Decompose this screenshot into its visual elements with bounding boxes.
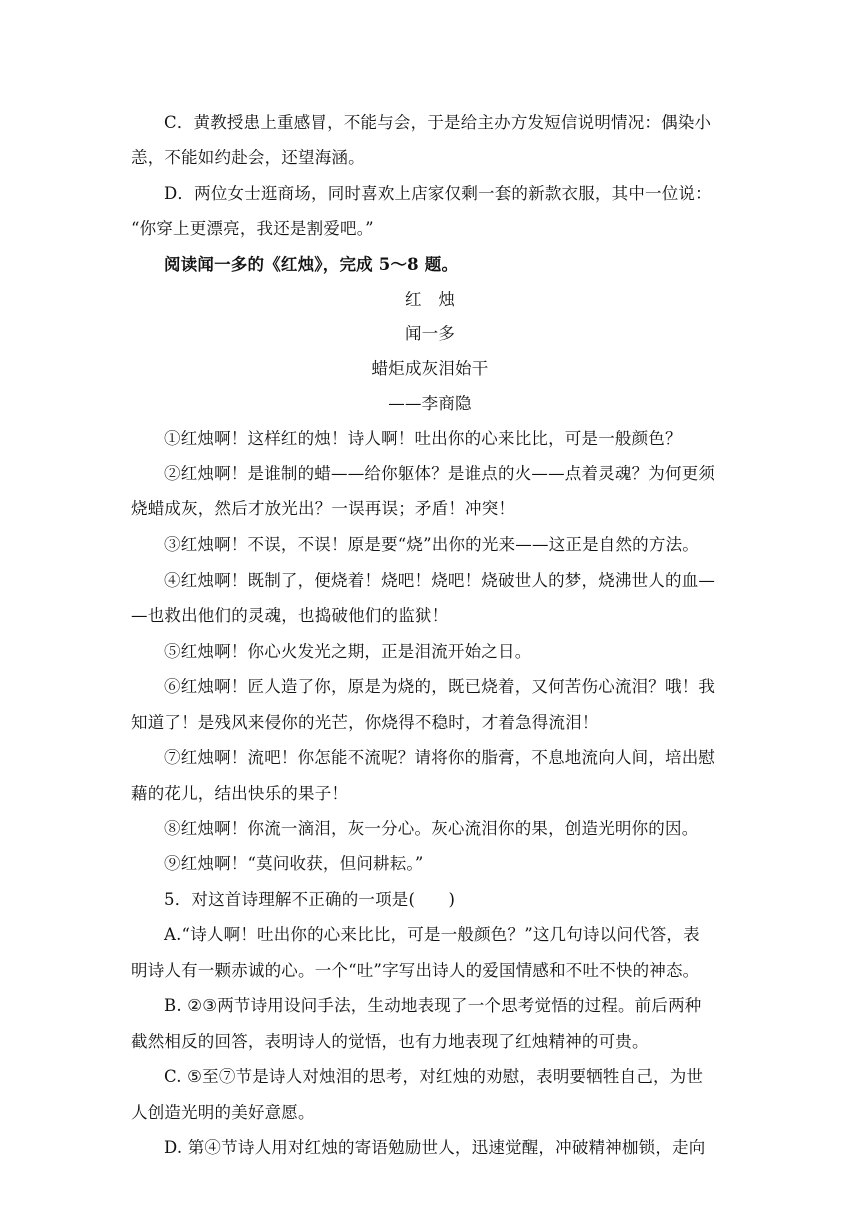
text-line: ⑦红烛啊！流吧！你怎能不流呢？请将你的脂膏，不息地流向人间，培出慰 [164,748,716,767]
text-line: ②红烛啊！是谁制的蜡——给你躯体？是谁点的火——点着灵魂？为何更须 [164,464,716,483]
text-line: ③红烛啊！不误，不误！原是要“烧”出你的光来——这正是自然的方法。 [164,535,699,554]
text-line: ⑧红烛啊！你流一滴泪，灰一分心。灰心流泪你的果，创造光明你的因。 [164,819,699,838]
text-line: ④红烛啊！既制了，便烧着！烧吧！烧吧！烧破世人的梦，烧沸世人的血— [164,571,716,590]
text-line: 阅读闻一多的《红烛》，完成 5～8 题。 [164,255,459,274]
text-line: ⑨红烛啊！“莫问收获，但问耕耘。” [164,854,424,873]
text-line: 知道了！是残风来侵你的光芒，你烧得不稳时，才着急得流泪！ [131,713,599,732]
text-line: 藉的花儿，结出快乐的果子！ [131,784,349,803]
text-line: 烧蜡成灰，然后才放光出？一误再误；矛盾！冲突！ [131,499,516,518]
text-line: 恙，不能如约赴会，还望海涵。 [131,148,365,167]
text-line: 人创造光明的美好意愿。 [131,1103,315,1122]
text-line: 5．对这首诗理解不正确的一项是( ) [164,890,456,909]
text-line: C. ⑤至⑦节是诗人对烛泪的思考，对红烛的劝慰，表明要牺牲自己，为世 [164,1067,704,1086]
text-line: 截然相反的回答，表明诗人的觉悟，也有力地表现了红烛精神的可贵。 [131,1032,649,1051]
text-line: ①红烛啊！这样红的烛！诗人啊！吐出你的心来比比，可是一般颜色？ [164,429,682,448]
text-line: C．黄教授患上重感冒，不能与会，于是给主办方发短信说明情况：偶染小 [164,113,712,132]
text-line: 蜡炬成灰泪始干 [371,359,489,378]
text-line: B. ②③两节诗用设问手法，生动地表现了一个思考觉悟的过程。前后两种 [164,996,702,1015]
text-line: 闻一多 [404,324,456,343]
text-line: “你穿上更漂亮，我还是割爱吧。” [131,219,374,238]
text-line: —也救出他们的灵魂，也捣破他们的监狱！ [131,606,449,625]
text-line: 红 烛 [404,290,456,309]
text-line: ——李商隐 [388,394,472,413]
text-line: A.“诗人啊！吐出你的心来比比，可是一般颜色？”这几句诗以问代答，表 [164,925,700,944]
text-line: ⑥红烛啊！匠人造了你，原是为烧的，既已烧着，又何苦伤心流泪？哦！我 [164,677,716,696]
text-line: D. 第④节诗人用对红烛的寄语勉励世人，迅速觉醒，冲破精神枷锁，走向 [164,1138,706,1157]
text-line: D．两位女士逛商场，同时喜欢上店家仅剩一套的新款衣服，其中一位说： [164,184,712,203]
text-line: ⑤红烛啊！你心火发光之期，正是泪流开始之日。 [164,642,532,661]
text-line: 明诗人有一颗赤诚的心。一个“吐”字写出诗人的爱国情感和不吐不快的神态。 [131,961,700,980]
